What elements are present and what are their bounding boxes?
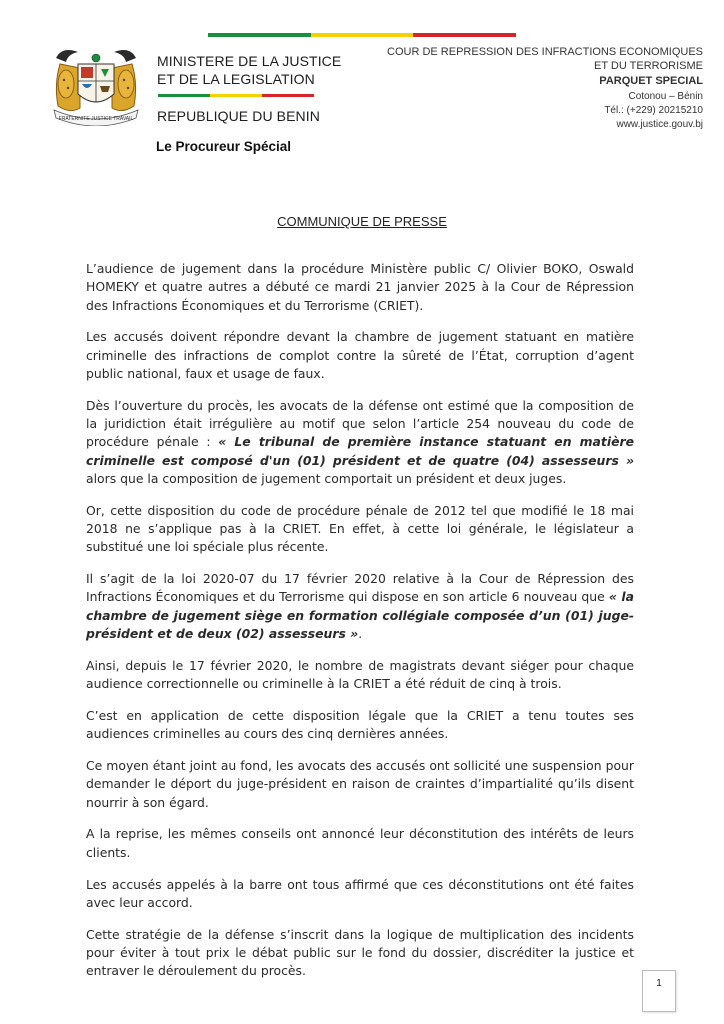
paragraph-6: Ainsi, depuis le 17 février 2020, le nombre de magistrats devant siéger pour chaque audience correctionnelle ou criminelle à la CRIET a été réduit de cinq à trois. xyxy=(86,657,634,692)
page-number-box xyxy=(642,970,676,1012)
paragraph-5-quote: « la chambre de jugement siège en formation collégiale composée d’un (01) juge-président et de deux (02) assesseurs » xyxy=(86,589,634,642)
paragraph-10: Les accusés appelés à la barre ont tous affirmé que ces déconstitutions ont été faites avec leur accord. xyxy=(86,876,634,910)
city-line: Cotonou – Bénin xyxy=(628,91,703,102)
paragraph-2: Les accusés doivent répondre devant la chambre de jugement statuant en matière criminelle des infractions de complot contre la sûreté de l’État, corruption d’agent public national, faux et usage de faux. xyxy=(86,329,634,381)
flag-color-bar-top xyxy=(208,33,516,37)
paragraph-5 xyxy=(86,570,634,643)
court-name-line2: ET DU TERRORISME xyxy=(594,60,703,72)
paragraph-9: A la reprise, les mêmes conseils ont annoncé leur déconstitution des intérêts de leurs clients. xyxy=(86,826,634,860)
document-title: COMMUNIQUE DE PRESSE xyxy=(277,214,447,229)
telephone-line: Tél.: (+229) 20215210 xyxy=(604,105,703,116)
parquet-name: PARQUET SPECIAL xyxy=(599,75,703,87)
ministry-name-line1: MINISTERE DE LA JUSTICE xyxy=(157,53,342,69)
paragraph-3-text-b: alors que la composition de jugement comportait un président et deux juges. xyxy=(86,470,567,486)
flag-color-bar-middle xyxy=(158,94,314,97)
page-number: 1 xyxy=(656,978,662,989)
paragraph-7: C’est en application de cette disposition légale que la CRIET a tenu toutes ses audiences criminelles au cours des cinq dernières années. xyxy=(86,707,634,742)
paragraph-3-quote: « Le tribunal de première instance statuant en matière criminelle est composé d'un (01) président et de quatre (04) assesseurs » xyxy=(86,434,634,468)
court-name-line1: COUR DE REPRESSION DES INFRACTIONS ECONOMIQUES xyxy=(387,46,703,58)
republic-name: REPUBLIQUE DU BENIN xyxy=(157,108,320,124)
paragraph-4: Or, cette disposition du code de procédure pénale de 2012 tel que modifié le 18 mai 2018 ne s’applique pas à la CRIET. En effet, à cette loi générale, le législateur a substitué une loi spéciale plus récente. xyxy=(86,502,634,555)
paragraph-3-text-a: Dès l’ouverture du procès, les avocats de la défense ont estimé que la composition de la juridiction était irrégulière au motif que selon l’article 254 nouveau du code de procédure pénale : xyxy=(86,397,634,450)
procureur-title: Le Procureur Spécial xyxy=(156,139,292,154)
paragraph-8: Ce moyen étant joint au fond, les avocats des accusés ont sollicité une suspension pour demander le déport du juge-président en raison de craintes d’impartialité qu’ils disent nourrir à son égard. xyxy=(86,758,634,810)
paragraph-1: L’audience de jugement dans la procédure Ministère public C/ Olivier BOKO, Oswald HOMEKY et quatre autres a débuté ce mardi 21 janvier 2025 à la Cour de Répression des Infractions Économiques et du Terrorisme (CRIET). xyxy=(86,261,634,313)
ministry-name-line2: ET DE LA LEGISLATION xyxy=(157,71,315,87)
coat-of-arms-emblem xyxy=(50,44,142,126)
website-link[interactable]: www.justice.gouv.bj xyxy=(616,119,703,130)
paragraph-5-text-a: Il s’agit de la loi 2020-07 du 17 février 2020 relative à la Cour de Répression des Infractions Économiques et du Terrorisme qui dispose en son article 6 nouveau que xyxy=(86,571,634,605)
document-title-container xyxy=(0,214,724,229)
paragraph-5-text-b: . xyxy=(358,626,363,642)
emblem-motto: FRATERNITE JUSTICE TRAVAIL xyxy=(58,116,134,122)
document-body xyxy=(86,260,634,994)
paragraph-3 xyxy=(86,397,634,488)
paragraph-11: Cette stratégie de la défense s’inscrit dans la logique de multiplication des incidents pour éviter à tout prix le débat public sur le fond du dossier, discréditer la justice et entraver le déroulement du procès. xyxy=(86,926,634,979)
